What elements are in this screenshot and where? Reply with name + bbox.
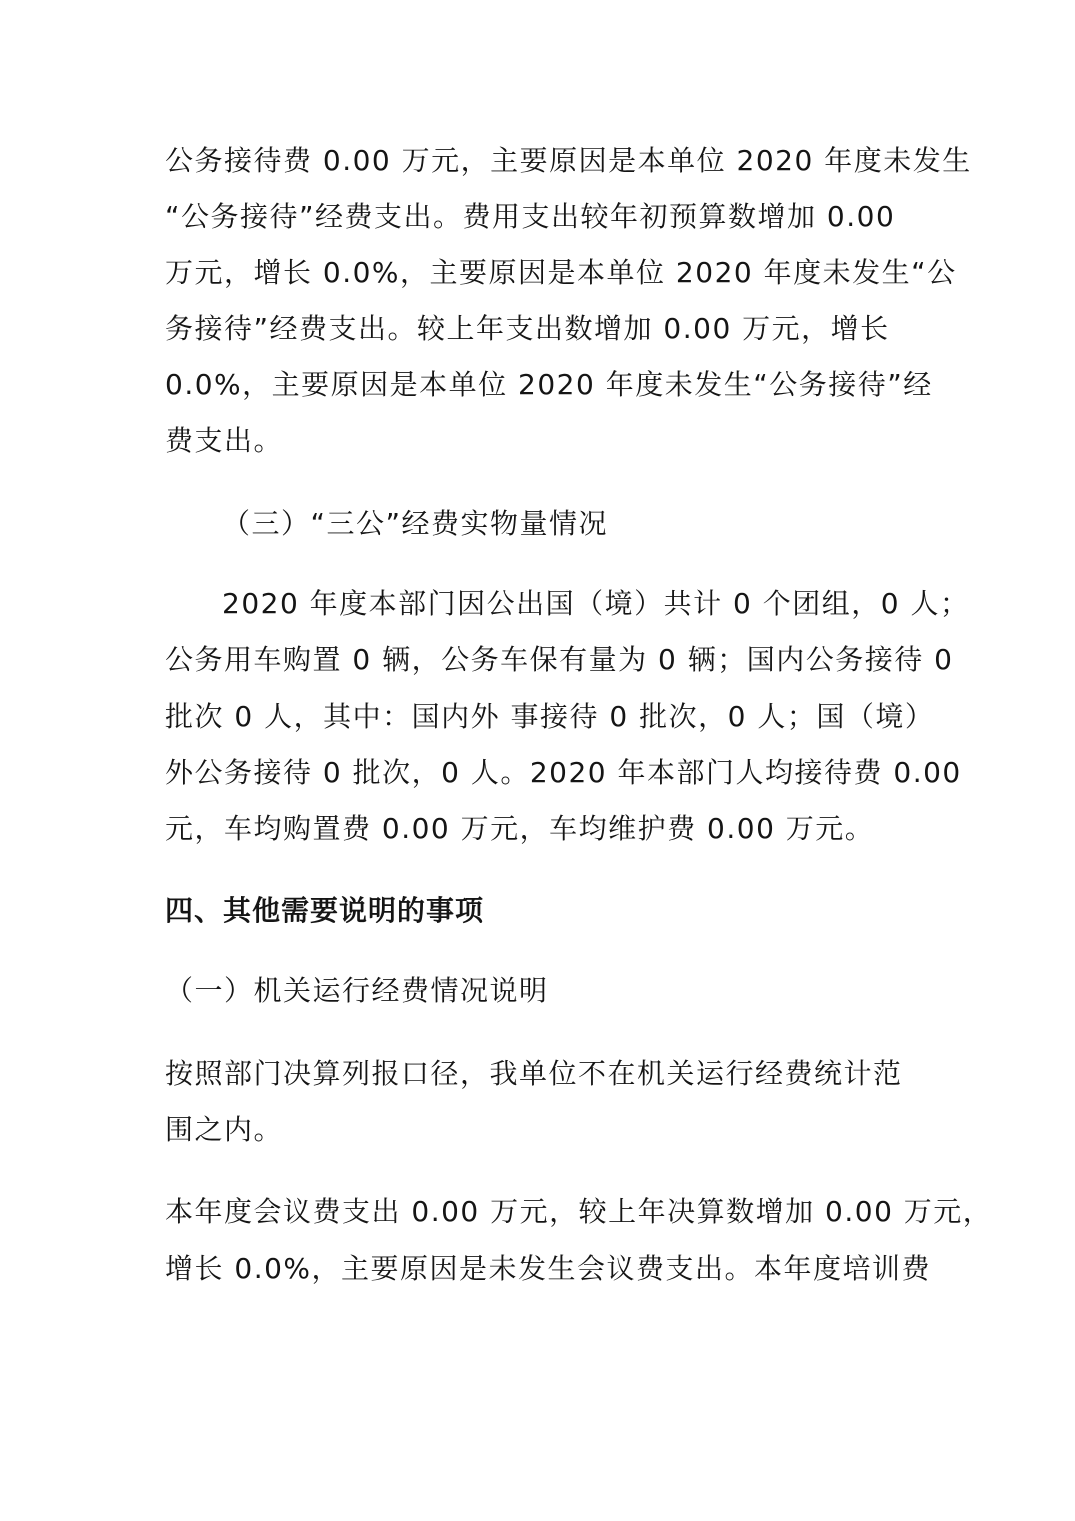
paragraph-2-line-4: 外公务接待 0 批次，0 人。2020 年本部门人均接待费 0.00 [165,756,962,789]
paragraph-2-line-3: 批次 0 人，其中：国内外 事接待 0 批次，0 人；国（境） [165,700,935,733]
paragraph-1-line-2: “公务接待”经费支出。费用支出较年初预算数增加 0.00 [165,200,896,233]
paragraph-1-line-6: 费支出。 [165,424,284,457]
paragraph-3-line-2: 围之内。 [165,1113,284,1146]
paragraph-2-line-2: 公务用车购置 0 辆，公务车保有量为 0 辆；国内公务接待 0 [165,643,954,676]
subheading-organ-operating-expenses: （一）机关运行经费情况说明 [165,974,549,1007]
paragraph-1-line-4: 务接待”经费支出。较上年支出数增加 0.00 万元，增长 [165,312,890,345]
paragraph-1-line-5: 0.0%，主要原因是本单位 2020 年度未发生“公务接待”经 [165,368,933,401]
paragraph-4-line-2: 增长 0.0%，主要原因是未发生会议费支出。本年度培训费 [165,1252,932,1285]
paragraph-1-line-1: 公务接待费 0.00 万元，主要原因是本单位 2020 年度未发生 [165,144,972,177]
paragraph-2-line-1: 2020 年度本部门因公出国（境）共计 0 个团组，0 人； [222,587,970,620]
subheading-three-public-expenses-quantity: （三）“三公”经费实物量情况 [222,507,609,540]
paragraph-4-line-1: 本年度会议费支出 0.00 万元，较上年决算数增加 0.00 万元， [165,1195,993,1228]
paragraph-3-line-1: 按照部门决算列报口径，我单位不在机关运行经费统计范 [165,1057,903,1090]
section-four-heading: 四、其他需要说明的事项 [165,894,485,927]
paragraph-1-line-3: 万元，增长 0.0%，主要原因是本单位 2020 年度未发生“公 [165,256,957,289]
paragraph-2-line-5: 元，车均购置费 0.00 万元，车均维护费 0.00 万元。 [165,812,875,845]
